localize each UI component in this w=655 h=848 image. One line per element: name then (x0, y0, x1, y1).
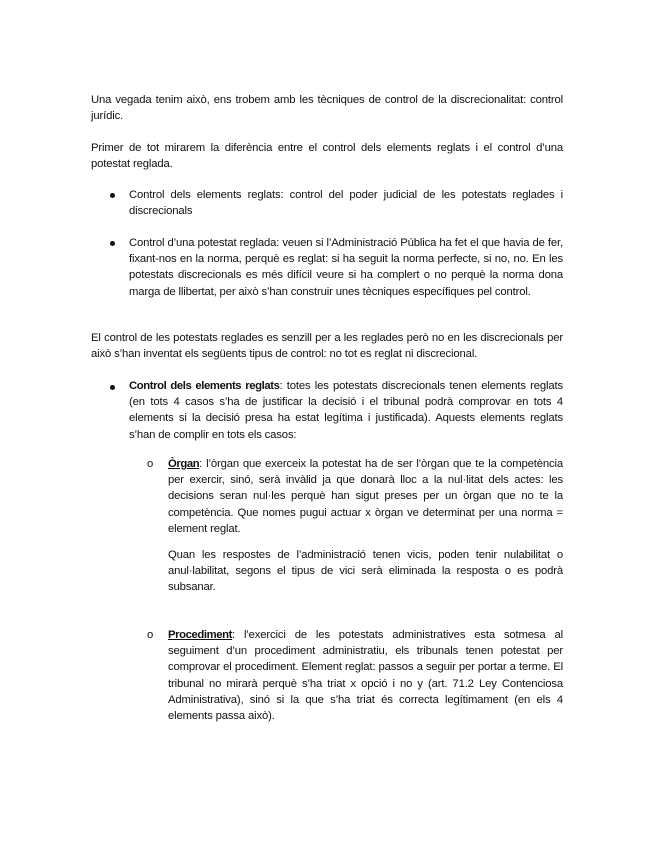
bullet-control-elements: Control dels elements reglats: control del poder judicial de les potestats reglades i discrecionals (129, 189, 563, 218)
difference-paragraph: Primer de tot mirarem la diferència entre el control dels elements reglats i el control d’una potestat reglada. (91, 142, 563, 171)
subitem-marker: o (147, 629, 154, 641)
term-organ: Òrgan (168, 458, 200, 470)
term-description: : totes les potestats discrecionals tenen elements reglats (en tots 4 casos s’ha de justificar la decisió i el tribunal podrà comprovar en tots 4 elements si la decisió presa ha estat legítima i justificada). Aquests elements reglats s’han de complir en tots els casos: (129, 380, 563, 441)
control-paragraph: El control de les potestats reglades es senzill per a les reglades però no en les discrecionals per això s’han inventat els següents tipus de control: no tot es reglat ni discrecional. (91, 332, 563, 361)
bullet-control-reglada: Control d’una potestat reglada: veuen si l’Administració Pública ha fet el que havia de fer, fixant-nos en la norma, perquè es reglat: si ha seguit la norma perfecte, si no, no. En les potestats discrecionals es més difícil veure si ha complert o no perquè la norma dona marga de llibertat, per això s’han construir unes tècniques específiques pel control. (129, 237, 563, 298)
organ-description: : l’òrgan que exerceix la potestat ha de ser l’òrgan que te la competència per exercir, sinó, serà invàlid ja que donarà lloc a la nul·litat dels actes: les decisions seran nul·les perquè han sigut preses per un òrgan que no te la competència. Que nomes pugui actuar x òrgan ve determinat per una norma = element reglat. (168, 458, 563, 535)
organ-extra-paragraph: Quan les respostes de l’administració tenen vicis, poden tenir nulabilitat o anul·labilitat, segons el tipus de vici serà eliminada la resposta o es podrà subsanar. (168, 549, 563, 594)
bullet-marker (110, 241, 115, 246)
subitem-marker: o (147, 458, 154, 470)
subitem-organ (168, 456, 563, 537)
term-control-elements: Control dels elements reglats (129, 380, 280, 392)
bullet-elements-reglats (129, 378, 563, 443)
procediment-description: : l’exercici de les potestats administratives esta sotmesa al seguiment d’un procediment administratiu, els tribunals tenen potestat per comprovar el procediment. Element reglat: passos a seguir per portar a terme. El tribunal no mirarà perquè s’ha triat x opció i no y (art. 71.2 Ley Contenciosa Administrativa), sinó si la que s’ha triat és correcta legítimament (en els 4 elements passa això). (168, 629, 563, 723)
bullet-marker (110, 193, 115, 198)
intro-paragraph: Una vegada tenim això, ens trobem amb les tècniques de control de la discrecionalitat: control jurídic. (91, 94, 563, 123)
term-procediment: Procediment (168, 629, 233, 641)
subitem-procediment (168, 627, 563, 724)
bullet-marker (110, 385, 115, 390)
